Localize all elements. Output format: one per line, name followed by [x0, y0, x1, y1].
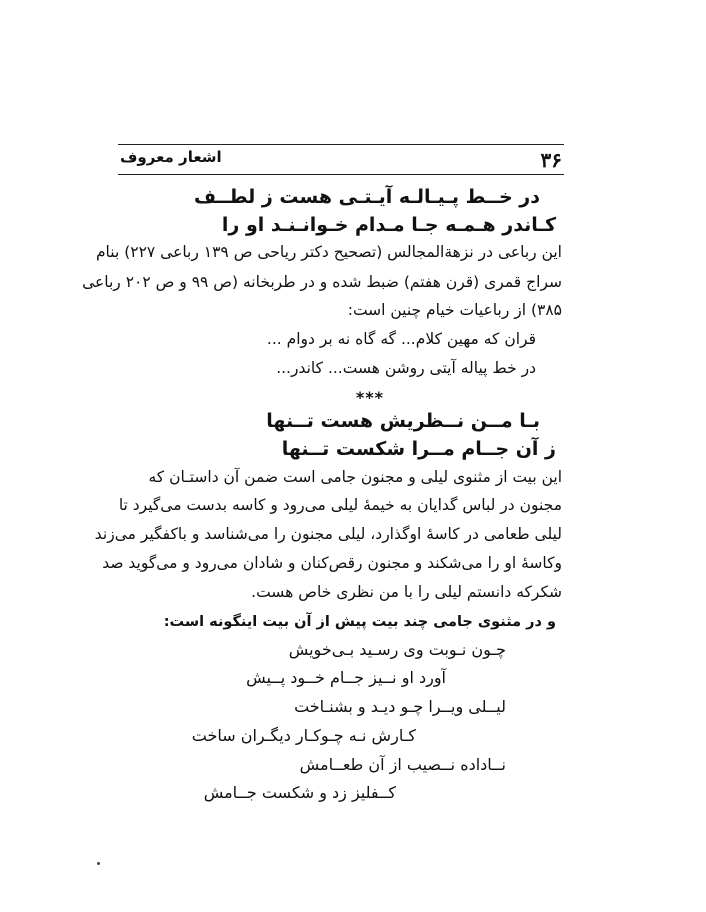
poem-line: آورد او نــیز جــام خــود پــیش — [246, 668, 446, 687]
quote-line2: در خط پیاله آیتی روشن هست... کاندر... — [276, 359, 536, 377]
poem-line: نــاداده نــصیب از آن طعــامش — [299, 755, 506, 774]
verse2-line1: بـا مــن نــظریش هست تــنها — [266, 410, 540, 432]
poem-line: چـون نـوبت وی رسـید بـی‌خویش — [288, 640, 506, 659]
poem-line: کـارش نـه چـوکـار دیگـران ساخت — [191, 726, 416, 745]
running-title: اشعار معروف — [120, 148, 222, 166]
poem-line: لیــلی ویــرا چـو دیـد و بشنـاخت — [294, 697, 506, 716]
verse1-line2: کـاندر هـمـه جـا مـدام خـوانـنـد او را — [221, 214, 556, 236]
paragraph2-line5: شکرکه دانستم لیلی را با من نظری خاص هست. — [251, 583, 562, 601]
section-separator: *** — [355, 388, 384, 407]
verse1-line1: در خــط پـیـالـه آیـتـی هست ز لطــف — [194, 186, 540, 208]
poem-line: کــفلیز زد و شکست جــامش — [203, 783, 396, 802]
page-header — [118, 144, 564, 174]
poem-intro: و در مثنوی جامی چند بیت پیش از آن بیت اینگونه است: — [163, 614, 556, 630]
paragraph2-line3: لیلی طعامی در کاسهٔ اوگذارد، لیلی مجنون را می‌شناسد و باکفگیر می‌زند — [94, 525, 562, 543]
stray-mark — [97, 862, 100, 865]
header-rule-bottom — [118, 174, 564, 175]
verse2-line2: ز آن جــام مــرا شکست تــنها — [281, 438, 556, 460]
paragraph2-line2: مجنون در لباس گدایان به خیمهٔ لیلی می‌رود و کاسه بدست می‌گیرد تا — [118, 496, 562, 514]
paragraph1-line2: سراج قمری (قرن هفتم) ضبط شده و در طربخانه (ص ۹۹ و ص ۲۰۲ رباعی — [82, 273, 562, 291]
page-number: ۳۶ — [540, 148, 562, 172]
paragraph1-line1: این رباعی در نزهةالمجالس (تصحیح دکتر ریاحی ص ۱۳۹ رباعی ۲۲۷) بنام — [95, 243, 562, 261]
paragraph2-line1: این بیت از مثنوی لیلی و مجنون جامی است ضمن آن داستـان که — [148, 468, 562, 486]
paragraph1-line3: ۳۸۵) از رباعیات خیام چنین است: — [347, 301, 562, 319]
quote-line1: قران که مهین کلام... گه گاه نه بر دوام ... — [266, 330, 536, 348]
paragraph2-line4: وکاسهٔ او را می‌شکند و مجنون رقص‌کنان و شادان می‌رود و می‌گوید صد — [102, 554, 562, 572]
